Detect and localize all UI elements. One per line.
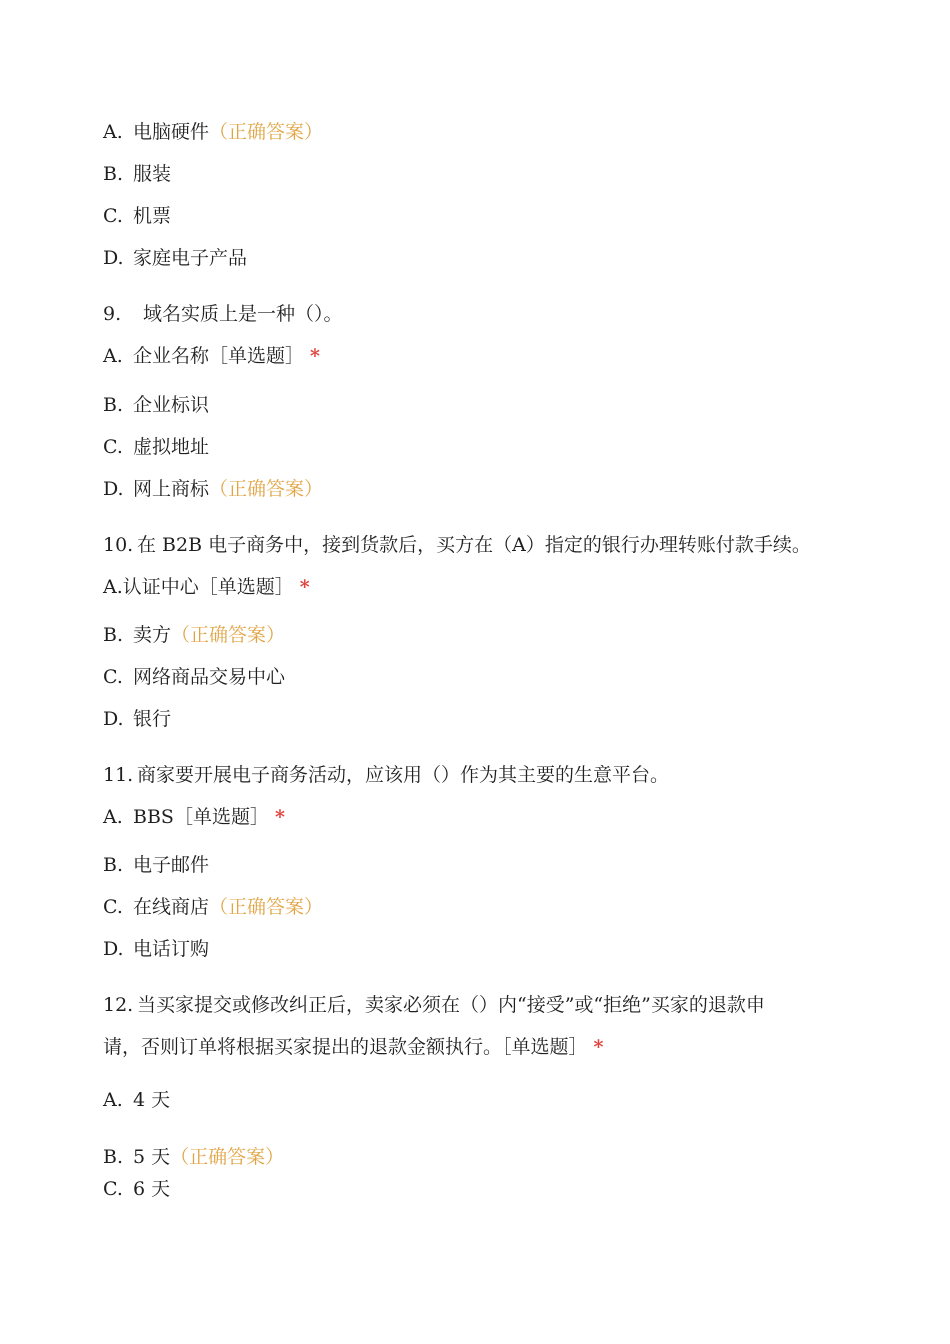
correct-answer-tag: （正确答案）	[209, 896, 324, 918]
q10-option-d: D. 银行	[103, 708, 172, 730]
q11-option-b: B. 电子邮件	[103, 854, 210, 876]
q10-option-b: B. 卖方（正确答案）	[103, 624, 286, 646]
q12-option-c: C. 6 天	[103, 1178, 171, 1200]
q9-option-c: C. 虚拟地址	[103, 436, 210, 458]
q10-option-c: C. 网络商品交易中心	[103, 666, 286, 688]
q8-option-d: D. 家庭电子产品	[103, 247, 248, 269]
q9-option-b: B. 企业标识	[103, 394, 210, 416]
correct-answer-tag: （正确答案）	[209, 121, 324, 143]
correct-answer-tag: （正确答案）	[170, 1146, 285, 1168]
q12-stem-line2: 请，否则订单将根据买家提出的退款金额执行。［单选题］ *	[103, 1036, 604, 1058]
q10-option-a: A.认证中心［单选题］ *	[103, 576, 310, 598]
q11-option-a: A. BBS［单选题］ *	[103, 806, 285, 828]
q12-option-b: B. 5 天（正确答案）	[103, 1146, 285, 1168]
required-star: *	[593, 1036, 604, 1058]
required-star: *	[299, 576, 310, 598]
q8-option-c: C. 机票	[103, 205, 172, 227]
q9-stem: 9. 域名实质上是一种（）。	[103, 303, 343, 325]
q10-stem: 10. 在 B2B 电子商务中，接到货款后，买方在（A）指定的银行办理转账付款手续。	[103, 534, 811, 556]
question-type-tag: ［单选题］	[209, 345, 305, 367]
question-type-tag: ［单选题］	[502, 1036, 588, 1058]
q9-option-d: D. 网上商标（正确答案）	[103, 478, 324, 500]
correct-answer-tag: （正确答案）	[209, 478, 324, 500]
q11-stem: 11. 商家要开展电子商务活动，应该用（）作为其主要的生意平台。	[103, 764, 670, 786]
question-type-tag: ［单选题］	[198, 576, 294, 598]
question-type-tag: ［单选题］	[173, 806, 269, 828]
q8-option-b: B. 服装	[103, 163, 172, 185]
q9-option-a: A. 企业名称［单选题］ *	[103, 345, 320, 367]
correct-answer-tag: （正确答案）	[171, 624, 286, 646]
q11-option-d: D. 电话订购	[103, 938, 210, 960]
q8-option-a: A. 电脑硬件（正确答案）	[103, 121, 324, 143]
q12-option-a: A. 4 天	[103, 1089, 171, 1111]
q12-stem-line1: 12. 当买家提交或修改纠正后，卖家必须在（）内“接受”或“拒绝”买家的退款申	[103, 994, 765, 1016]
q11-option-c: C. 在线商店（正确答案）	[103, 896, 324, 918]
required-star: *	[274, 806, 285, 828]
required-star: *	[310, 345, 320, 367]
